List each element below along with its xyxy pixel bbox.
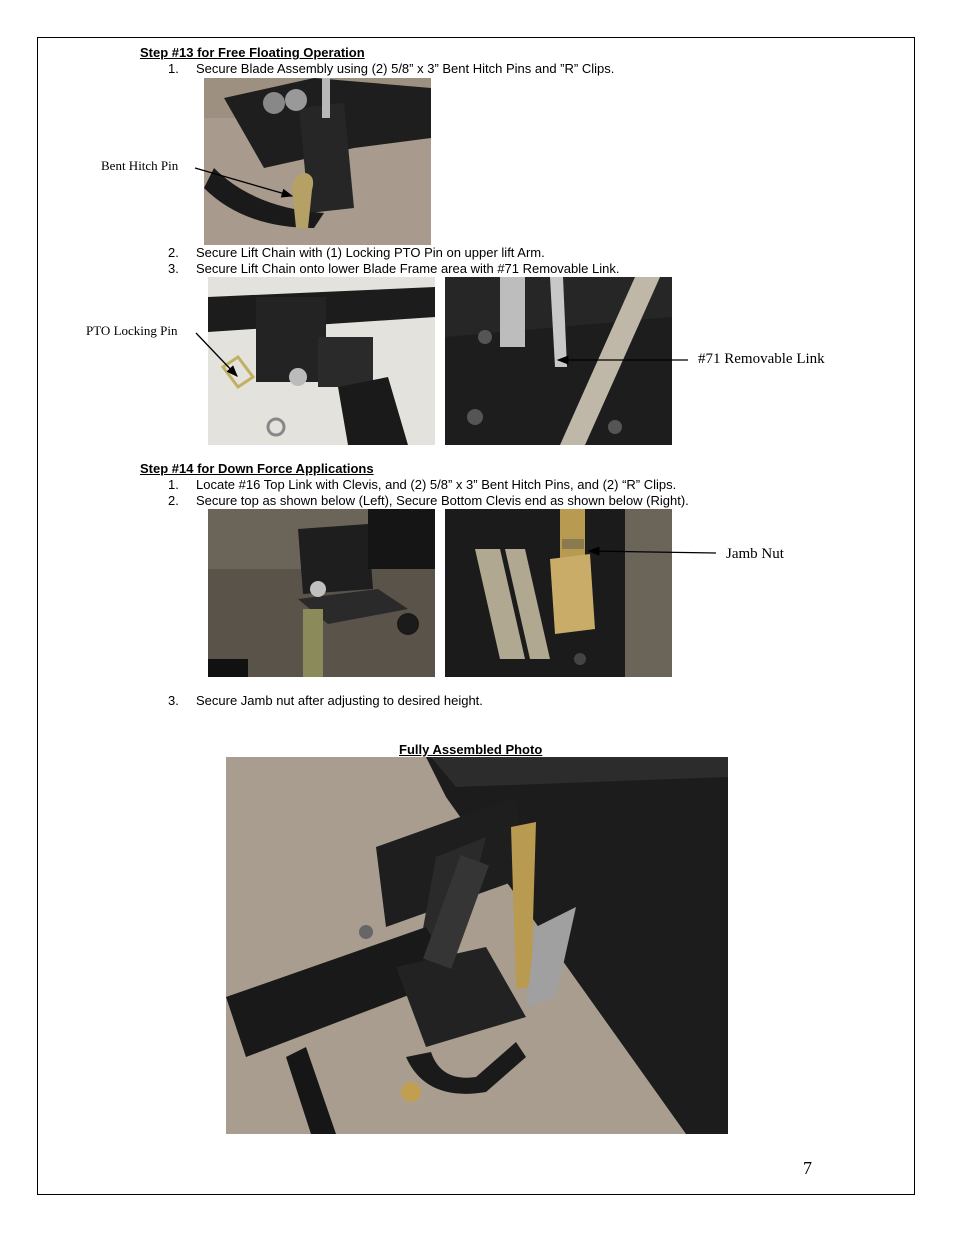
removable-link-label: #71 Removable Link xyxy=(698,351,825,367)
jamb-nut-label: Jamb Nut xyxy=(726,546,784,562)
removable-link-photo xyxy=(445,277,672,445)
top-link-photo xyxy=(208,509,435,677)
item-text: Secure Blade Assembly using (2) 5/8” x 3” Bent Hitch Pins and ”R” Clips. xyxy=(196,61,615,76)
fully-assembled-photo xyxy=(226,757,728,1134)
item-text: Secure top as shown below (Left), Secure Bottom Clevis end as shown below (Right). xyxy=(196,493,689,508)
page-number: 7 xyxy=(803,1158,812,1178)
item-number: 3. xyxy=(168,693,179,708)
assembled-heading: Fully Assembled Photo xyxy=(399,742,543,757)
pto-locking-pin-photo xyxy=(208,277,435,445)
item-number: 2. xyxy=(168,245,179,260)
item-number: 1. xyxy=(168,61,179,76)
item-text: Locate #16 Top Link with Clevis, and (2) 5/8” x 3” Bent Hitch Pins, and (2) “R” Clips. xyxy=(196,477,677,492)
item-text: Secure Lift Chain with (1) Locking PTO Pin on upper lift Arm. xyxy=(196,245,545,260)
bent-hitch-pin-photo xyxy=(204,78,431,245)
jamb-nut-photo xyxy=(445,509,672,677)
step13-heading: Step #13 for Free Floating Operation xyxy=(140,45,365,60)
item-number: 3. xyxy=(168,261,179,276)
pto-locking-pin-label: PTO Locking Pin xyxy=(86,323,178,338)
item-text: Secure Jamb nut after adjusting to desired height. xyxy=(196,693,483,708)
item-number: 2. xyxy=(168,493,179,508)
bent-hitch-pin-label: Bent Hitch Pin xyxy=(101,158,179,173)
item-text: Secure Lift Chain onto lower Blade Frame area with #71 Removable Link. xyxy=(196,261,620,276)
item-number: 1. xyxy=(168,477,179,492)
step14-heading: Step #14 for Down Force Applications xyxy=(140,461,374,476)
